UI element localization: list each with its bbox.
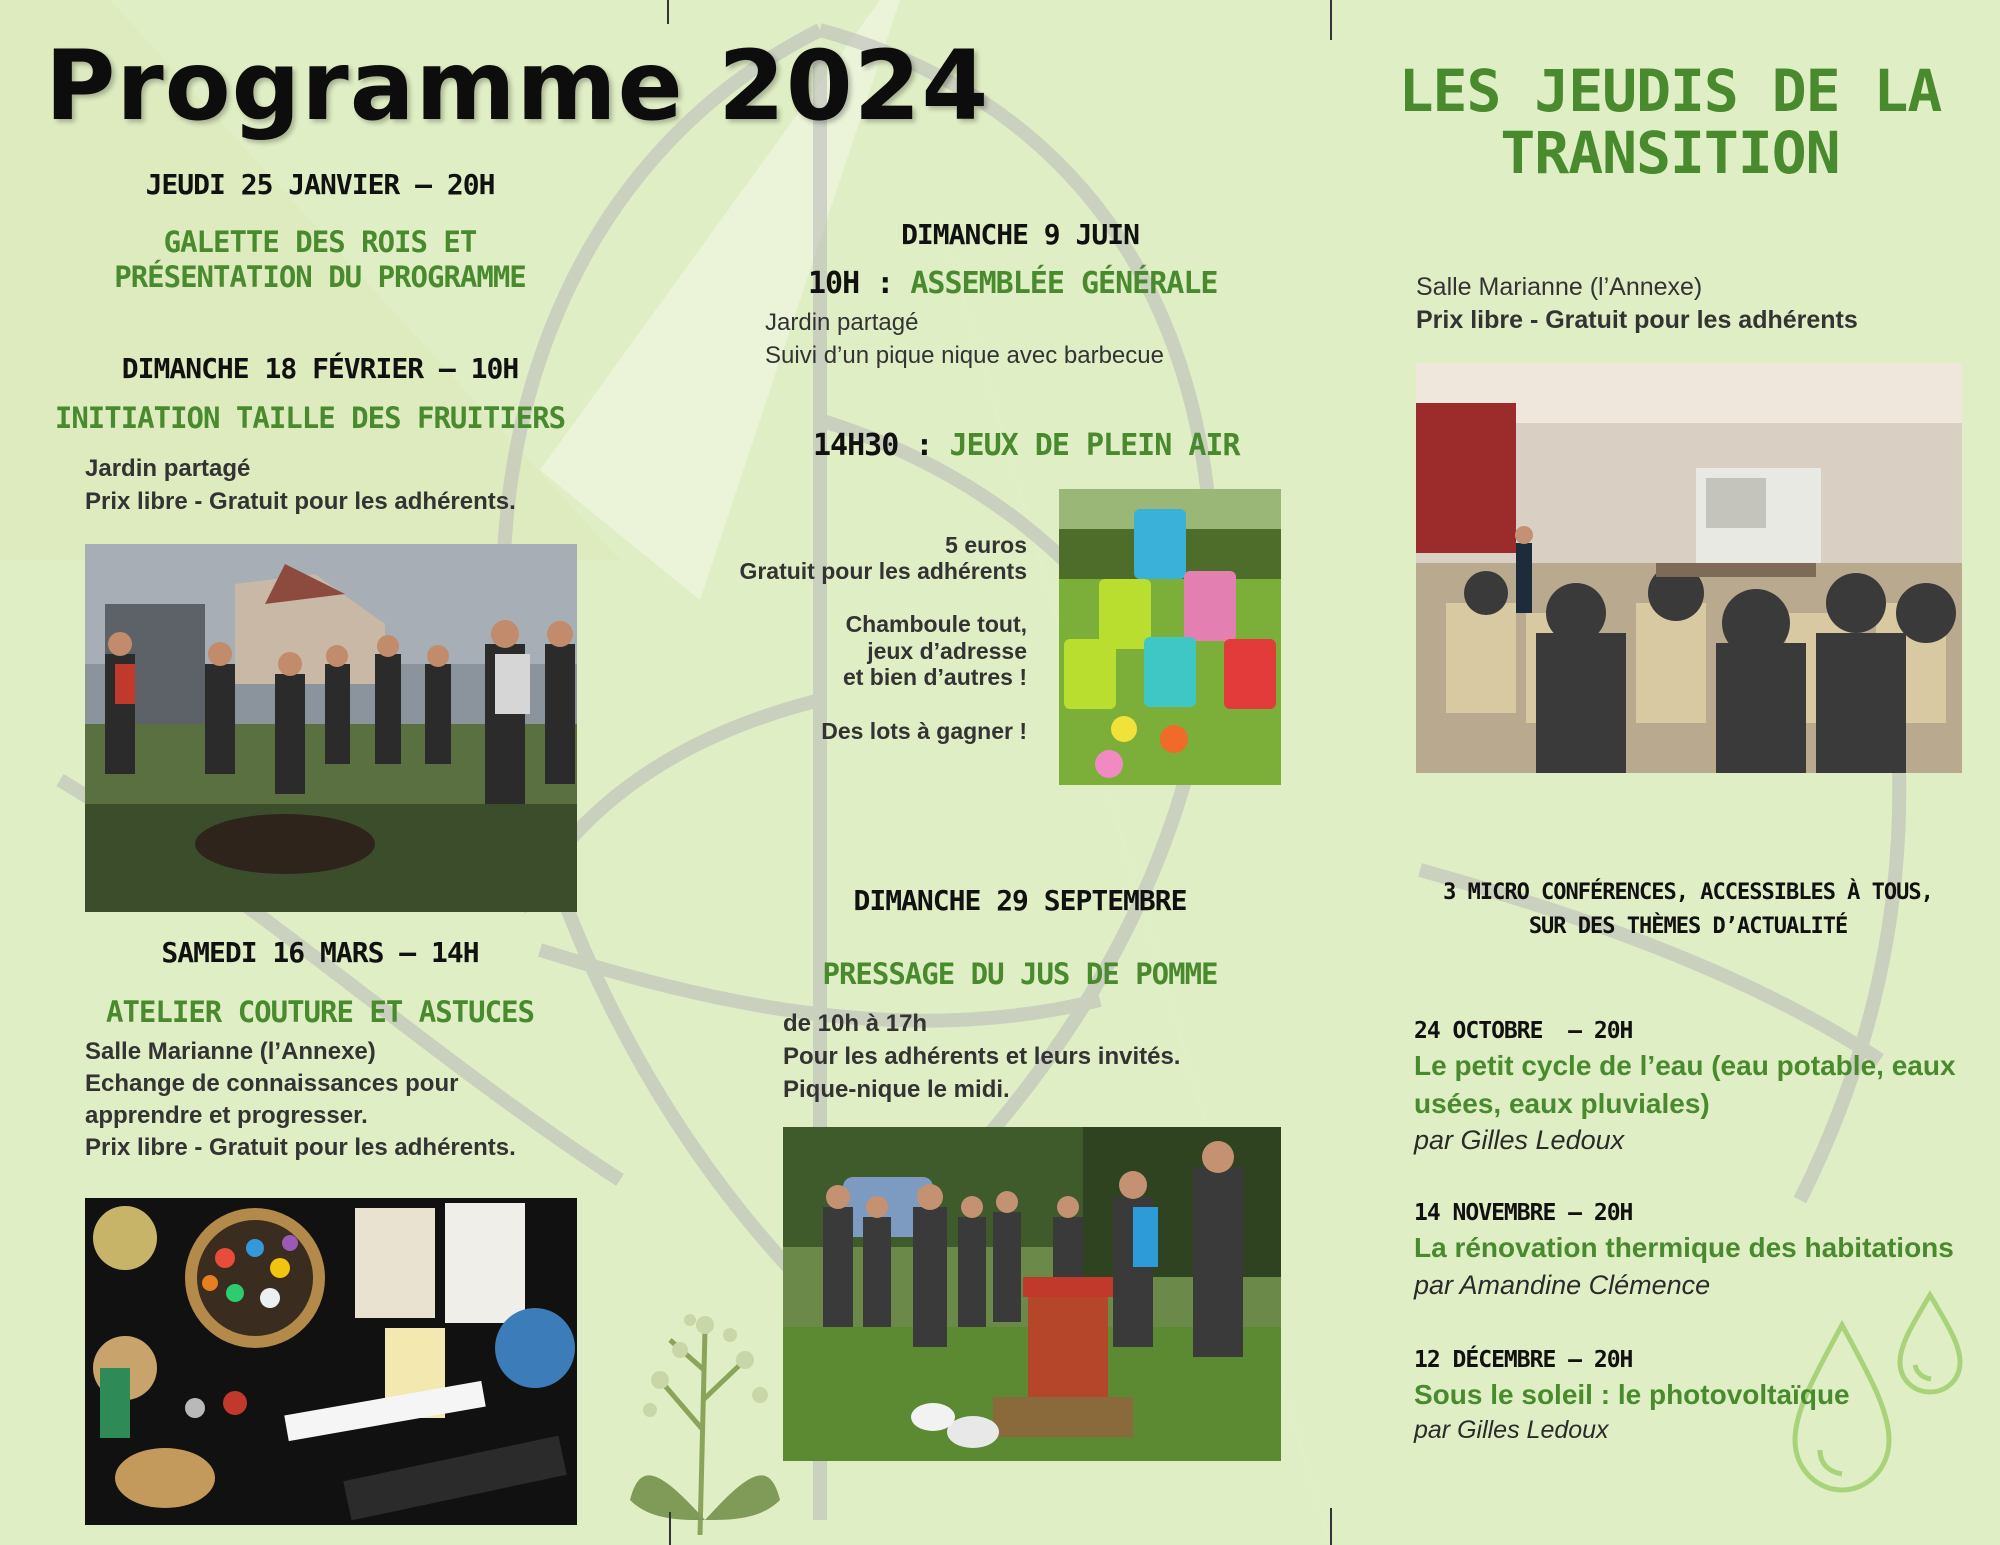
event-desc-juin: Suivi d’un pique nique avec barbecue (765, 342, 1164, 369)
event-ag-line (808, 266, 1217, 302)
conference-intro-l2: SUR DES THÈMES D’ACTUALITÉ (1528, 914, 1848, 939)
event-title-couture: ATELIER COUTURE ET ASTUCES (106, 995, 534, 1029)
event-title-pressage: PRESSAGE DU JUS DE POMME (822, 957, 1218, 991)
event-title-jeux: JEUX DE PLEIN AIR (949, 428, 1240, 463)
event-guests-septembre: Pour les adhérents et leurs invités. (783, 1043, 1181, 1070)
fold-mark-top-right (1330, 0, 1332, 40)
talk-2-speaker: par Amandine Clémence (1414, 1270, 1711, 1300)
event-date-janvier: JEUDI 25 JANVIER – 20H (145, 168, 495, 201)
tin-can-game-photo (1059, 489, 1281, 785)
talk-2-date: 14 NOVEMBRE – 20H (1414, 1200, 1633, 1226)
event-location-fevrier: Jardin partagé (85, 455, 251, 482)
event-price-fevrier: Prix libre - Gratuit pour les adhérents. (85, 488, 516, 515)
event-date-septembre: DIMANCHE 29 SEPTEMBRE (853, 884, 1187, 917)
event-desc-mars-l2: apprendre et progresser. (85, 1102, 368, 1129)
sewing-buttons-photo (85, 1198, 577, 1525)
event-price-jeux-members: Gratuit pour les adhérents (739, 558, 1027, 584)
event-date-fevrier: DIMANCHE 18 FÉVRIER – 10H (121, 352, 519, 385)
talk-3-date: 12 DÉCEMBRE – 20H (1414, 1347, 1633, 1373)
talk-3-title: Sous le soleil : le photovoltaïque (1414, 1379, 1850, 1410)
price-text: Prix libre - Gratuit pour les adhérents (1416, 306, 1858, 334)
event-prizes: Des lots à gagner ! (821, 718, 1027, 744)
event-games-l2: jeux d’adresse (867, 638, 1027, 664)
talk-1-date: 24 OCTOBRE – 20H (1414, 1018, 1633, 1044)
conference-intro-l1: 3 MICRO CONFÉRENCES, ACCESSIBLES À TOUS, (1443, 880, 1933, 905)
event-date-mars: SAMEDI 16 MARS – 14H (161, 936, 479, 969)
talk-2-title: La rénovation thermique des habitations (1414, 1232, 1954, 1263)
event-games-l3: et bien d’autres ! (842, 664, 1027, 690)
fold-mark-top-left (667, 0, 669, 24)
event-price-jeux: 5 euros (945, 532, 1027, 558)
event-time-jeux: 14H30 : (813, 428, 933, 463)
event-date-juin: DIMANCHE 9 JUIN (901, 218, 1139, 251)
venue-text: Salle Marianne (l’Annexe) (1416, 273, 1703, 301)
section-heading-l2: TRANSITION (1500, 119, 1840, 187)
event-title-galette-l1: GALETTE DES ROIS ET (163, 225, 477, 259)
event-title-ag: ASSEMBLÉE GÉNÉRALE (910, 266, 1218, 301)
fold-mark-bottom-right (1330, 1508, 1332, 1545)
talk-1-speaker: par Gilles Ledoux (1414, 1125, 1625, 1155)
talk-1-title-l1: Le petit cycle de l’eau (eau potable, eaux (1414, 1050, 1956, 1081)
section-heading-l1: LES JEUDIS DE LA (1398, 57, 1942, 125)
event-picnic-septembre: Pique-nique le midi. (783, 1076, 1010, 1103)
event-location-juin: Jardin partagé (765, 309, 919, 336)
event-price-mars: Prix libre - Gratuit pour les adhérents. (85, 1134, 516, 1161)
garden-pruning-photo (85, 544, 577, 912)
event-time-septembre: de 10h à 17h (783, 1010, 928, 1037)
talk-1-title-l2: usées, eaux pluviales) (1414, 1088, 1710, 1119)
talk-3-speaker: par Gilles Ledoux (1414, 1416, 1609, 1444)
event-location-mars: Salle Marianne (l’Annexe) (85, 1038, 376, 1065)
event-time-ag: 10H : (808, 266, 894, 301)
event-games-l1: Chamboule tout, (845, 611, 1027, 637)
apple-press-photo (783, 1127, 1281, 1461)
conference-room-photo (1416, 363, 1962, 773)
event-desc-mars-l1: Echange de connaissances pour (85, 1070, 459, 1097)
page-title: Programme 2024 (45, 30, 990, 142)
event-title-galette-l2: PRÉSENTATION DU PROGRAMME (114, 260, 526, 294)
fold-mark-bottom-left (669, 1512, 671, 1545)
event-title-taille: INITIATION TAILLE DES FRUITIERS (54, 401, 566, 435)
event-jeux-line (813, 428, 1240, 464)
